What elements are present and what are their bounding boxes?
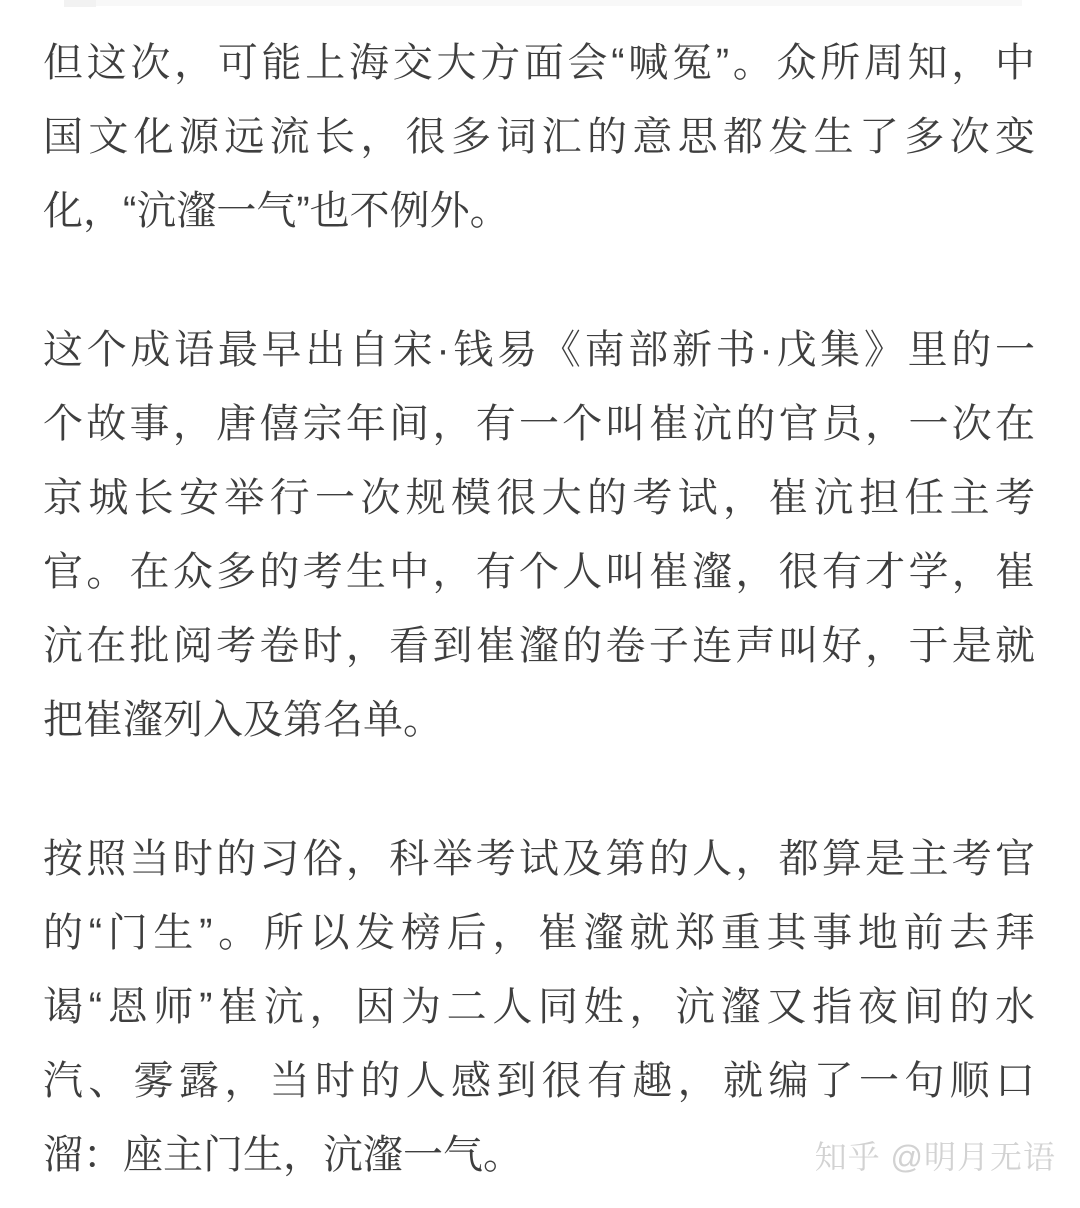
- watermark: [815, 1139, 1056, 1175]
- watermark-text: 知乎 @明月无语: [814, 1139, 1056, 1175]
- text-line: 化，“沆瀣一气”也不例外。: [43, 189, 510, 233]
- text-line: 溜：座主门生，沆瀣一气。: [43, 1133, 523, 1177]
- text-line: 汽、雾露，当时的人感到很有趣，就编了一句顺口: [43, 1059, 1035, 1103]
- text-line: 国文化源远流长，很多词汇的意思都发生了多次变: [43, 115, 1035, 159]
- text-line: 但这次，可能上海交大方面会“喊冤”。众所周知，中: [43, 41, 1035, 85]
- text-line: 京城长安举行一次规模很大的考试，崔沆担任主考: [43, 476, 1035, 520]
- text-line: 个故事，唐僖宗年间，有一个叫崔沆的官员，一次在: [43, 402, 1035, 446]
- paragraph-2: [43, 313, 1035, 757]
- text-line: 沆在批阅考卷时，看到崔瀣的卷子连声叫好，于是就: [43, 624, 1035, 668]
- text-line: 官。在众多的考生中，有个人叫崔瀣，很有才学，崔: [43, 550, 1035, 594]
- text-line: 谒“恩师”崔沆，因为二人同姓，沆瀣又指夜间的水: [43, 985, 1035, 1029]
- text-line: 按照当时的习俗，科举考试及第的人，都算是主考官: [43, 837, 1035, 881]
- text-line: 的“门生”。所以发榜后，崔瀣就郑重其事地前去拜: [43, 911, 1035, 955]
- paragraph-3: [43, 822, 1035, 1192]
- paragraph-1: [43, 26, 1035, 248]
- text-line: 把崔瀣列入及第名单。: [43, 698, 443, 742]
- text-line: 这个成语最早出自宋·钱易《南部新书·戊集》里的一: [43, 328, 1035, 372]
